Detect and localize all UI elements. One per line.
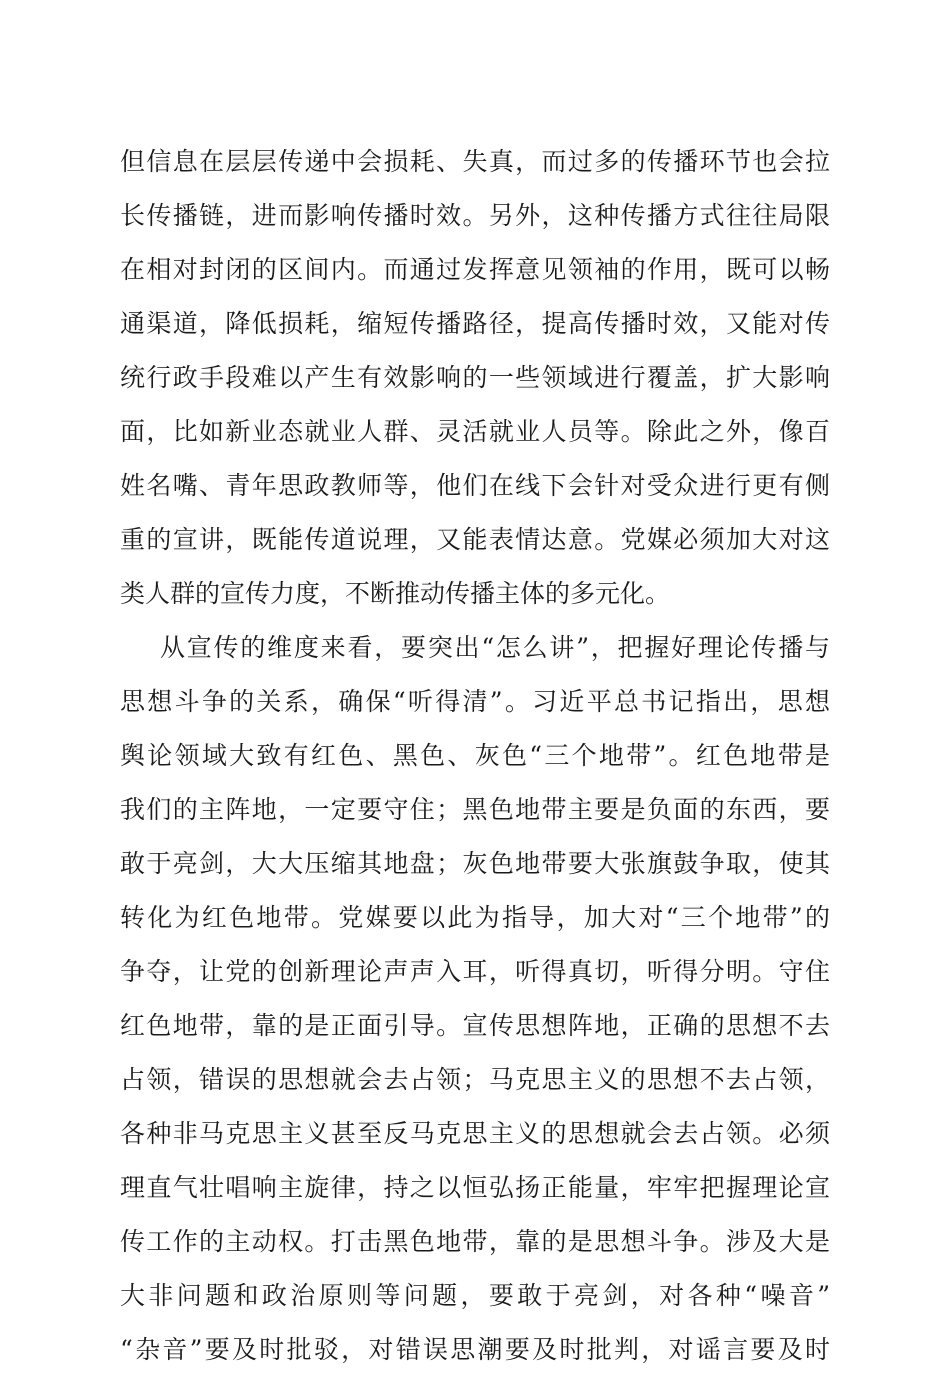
text-line: 姓名嘴、青年思政教师等，他们在线下会针对受众进行更有侧 — [120, 471, 830, 500]
text-line: 通渠道，降低损耗，缩短传播路径，提高传播时效，又能对传 — [120, 309, 830, 338]
text-line: 思想斗争的关系，确保“听得清”。习近平总书记指出，思想 — [120, 687, 830, 716]
paragraph-1 — [120, 135, 830, 621]
text-line: 舆论领域大致有红色、黑色、灰色“三个地带”。红色地带是 — [120, 741, 830, 770]
paragraph-2 — [120, 621, 830, 1377]
text-line: 大非问题和政治原则等问题，要敢于亮剑，对各种“噪音” — [120, 1281, 830, 1310]
text-line: 争夺，让党的创新理论声声入耳，听得真切，听得分明。守住 — [120, 957, 830, 986]
text-line: “杂音”要及时批驳，对错误思潮要及时批判，对谣言要及时 — [120, 1335, 830, 1364]
document-body — [120, 135, 830, 1377]
text-line: 在相对封闭的区间内。而通过发挥意见领袖的作用，既可以畅 — [120, 255, 830, 284]
text-line: 长传播链，进而影响传播时效。另外，这种传播方式往往局限 — [120, 201, 830, 230]
text-line: 我们的主阵地，一定要守住；黑色地带主要是负面的东西，要 — [120, 795, 830, 824]
text-line: 转化为红色地带。党媒要以此为指导，加大对“三个地带”的 — [120, 903, 830, 932]
text-line: 各种非马克思主义甚至反马克思主义的思想就会去占领。必须 — [120, 1119, 830, 1148]
text-line: 面，比如新业态就业人群、灵活就业人员等。除此之外，像百 — [120, 417, 830, 446]
text-line: 类人群的宣传力度，不断推动传播主体的多元化。 — [120, 579, 671, 608]
text-line: 重的宣讲，既能传道说理，又能表情达意。党媒必须加大对这 — [120, 525, 830, 554]
text-line: 统行政手段难以产生有效影响的一些领域进行覆盖，扩大影响 — [120, 363, 830, 392]
text-line: 红色地带，靠的是正面引导。宣传思想阵地，正确的思想不去 — [120, 1011, 830, 1040]
text-line: 传工作的主动权。打击黑色地带，靠的是思想斗争。涉及大是 — [120, 1227, 830, 1256]
text-line: 但信息在层层传递中会损耗、失真，而过多的传播环节也会拉 — [120, 147, 830, 176]
text-line: 理直气壮唱响主旋律，持之以恒弘扬正能量，牢牢把握理论宣 — [120, 1173, 830, 1202]
text-line: 从宣传的维度来看，要突出“怎么讲”，把握好理论传播与 — [160, 633, 830, 662]
text-line: 敢于亮剑，大大压缩其地盘；灰色地带要大张旗鼓争取，使其 — [120, 849, 830, 878]
text-line: 占领，错误的思想就会去占领；马克思主义的思想不去占领， — [120, 1065, 830, 1094]
